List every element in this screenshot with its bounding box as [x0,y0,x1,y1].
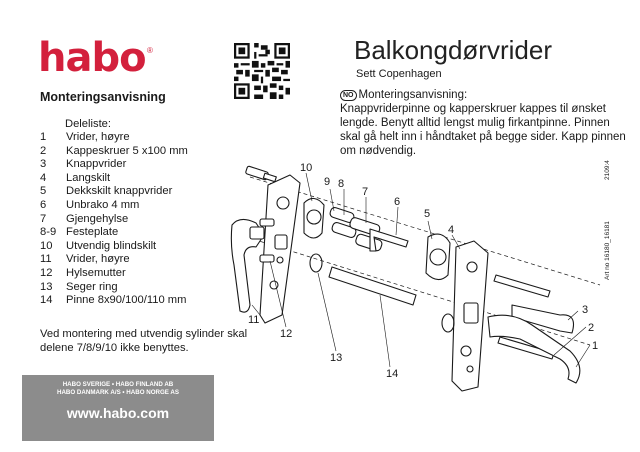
registered-mark: ® [147,46,153,55]
parts-row: 3 Knappvrider [40,158,127,171]
parts-row: 2 Kappeskruer 5 x100 mm [40,144,188,157]
footer-box [22,375,214,441]
qr-code-icon [234,43,290,99]
parts-row: 14 Pinne 8x90/100/110 mm [40,294,187,307]
parts-list [40,118,188,308]
assembly-note [340,88,630,158]
footer-companies-2: HABO DANMARK A/S • HABO NORGE AS [56,389,180,396]
parts-row: 11 Vrider, høyre [40,253,130,266]
callout-2: 2 [588,322,595,334]
long-screw-2a [494,275,550,297]
parts-row: 1 Vrider, høyre [40,131,130,143]
callout-4: 4 [448,224,455,236]
callout-6: 6 [394,196,401,208]
parts-row: 8-9 Festeplate [40,226,119,239]
habo-logo: habo [38,35,146,81]
parts-row: 5 Dekkskilt knappvrider [40,185,173,198]
callout-7: 7 [362,186,369,198]
parts-list-heading: Deleliste: [65,118,112,130]
instructions-label: Monteringsanvisning [40,90,166,104]
callout-8: 8 [338,178,345,190]
callout-11: 11 [248,314,260,326]
callout-5: 5 [424,208,431,220]
cylinder-note: Ved montering med utvendig sylinder skal delene 7/8/9/10 ikke benyttes. [40,328,248,354]
footer-url[interactable]: www.habo.com [66,405,170,421]
callout-1: 1 [592,340,599,352]
language-badge: NO [340,90,357,101]
callout-13: 13 [330,352,343,364]
footer-companies-1: HABO SVERIGE • HABO FINLAND AB [62,381,174,388]
note-body: Knappvriderpinne og kapperskruer kappes til ønsket lengde. Benytt alltid lengst mulig firkantpinne. Pinnen skal gå helt inn i håndtaket på begge sider. Kapp pinnen om nødvendig. [340,103,626,157]
product-title: Balkongdørvrider [354,35,552,65]
parts-row: 12 Hylsemutter [40,266,126,279]
set-name: Sett Copenhagen [356,68,442,80]
callout-3: 3 [582,304,589,316]
screw-top [245,166,276,182]
exploded-assembly-diagram [220,155,610,395]
parts-row: 10 Utvendig blindskilt [40,239,157,252]
callout-10: 10 [300,162,313,174]
parts-row: 4 Langskilt [40,171,111,184]
note-heading: Monteringsanvisning: [358,89,468,101]
callout-12: 12 [280,328,293,340]
callout-9: 9 [324,176,331,188]
parts-row: 13 Seger ring [40,280,118,293]
parts-row: 6 Unbrako 4 mm [40,198,140,211]
seger-ring-13 [310,254,322,272]
callout-14: 14 [386,368,399,380]
parts-row: 7 Gjengehylse [40,212,129,225]
